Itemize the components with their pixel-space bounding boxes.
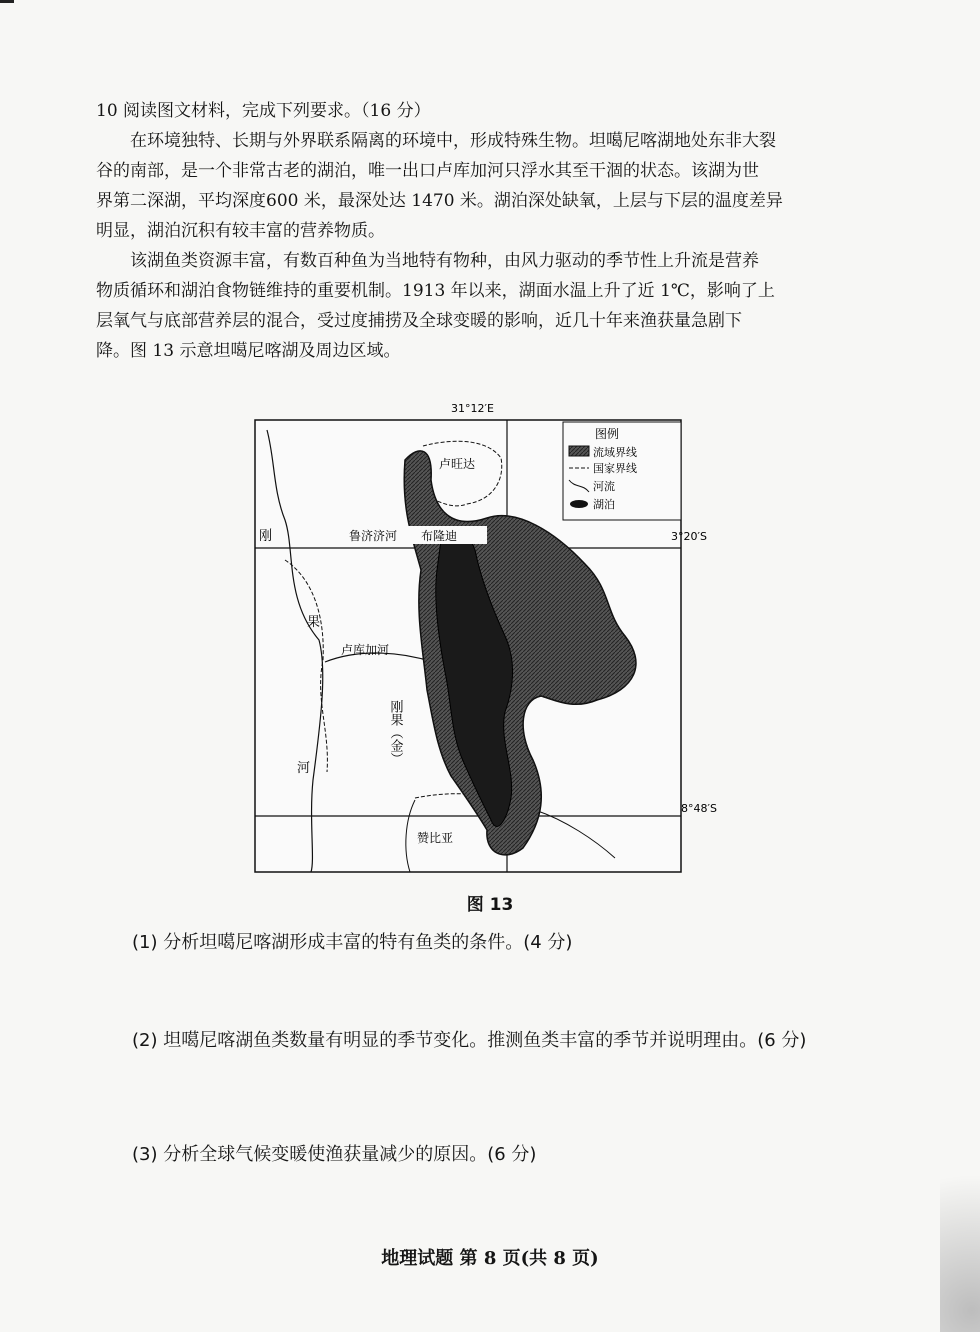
passage-line-1: 在环境独特、长期与外界联系隔离的环境中，形成特殊生物。坦噶尼喀湖地处东非大裂 bbox=[130, 131, 776, 151]
passage-line-4: 明显，湖泊沉积有较丰富的营养物质。 bbox=[96, 221, 385, 241]
question-2: (2) 坦噶尼喀湖鱼类数量有明显的季节变化。推测鱼类丰富的季节并说明理由。(6 分) bbox=[132, 1030, 807, 1051]
passage-line-2: 谷的南部，是一个非常古老的湖泊，唯一出口卢库加河只浮水其至干涸的状态。该湖为世 bbox=[96, 161, 759, 181]
legend-lake: 湖泊 bbox=[593, 498, 615, 511]
question-1: (1) 分析坦噶尼喀湖形成丰富的特有鱼类的条件。(4 分) bbox=[132, 932, 573, 953]
label-lukuga-river: 卢库加河 bbox=[341, 643, 390, 657]
map-legend bbox=[563, 422, 681, 520]
passage-line-5: 该湖鱼类资源丰富，有数百种鱼为当地特有物种，由风力驱动的季节性上升流是营养 bbox=[130, 251, 759, 271]
legend-river: 河流 bbox=[593, 480, 615, 493]
passage-line-3: 界第二深湖，平均深度600 米，最深处达 1470 米。湖泊深处缺氧，上层与下层的温度差异 bbox=[96, 191, 783, 211]
label-burundi: 布隆迪 bbox=[421, 529, 458, 543]
legend-lake-swatch bbox=[570, 500, 588, 508]
question-header: 10 阅读图文材料，完成下列要求。（16 分） bbox=[96, 101, 431, 121]
lake-tanganyika-map bbox=[255, 400, 717, 874]
legend-title: 图例 bbox=[595, 427, 620, 441]
scan-shadow bbox=[940, 1120, 980, 1332]
label-zambia: 赞比亚 bbox=[417, 831, 454, 845]
label-congo-he: 河 bbox=[297, 761, 311, 776]
reading-passage bbox=[96, 96, 876, 366]
scan-mark bbox=[0, 0, 14, 3]
passage-line-8: 降。图 13 示意坦噶尼喀湖及周边区域。 bbox=[96, 341, 401, 361]
label-congo-guo: 果 bbox=[307, 615, 321, 630]
coord-top: 31°12′E bbox=[451, 402, 494, 415]
label-rwanda: 卢旺达 bbox=[439, 457, 476, 471]
page-footer: 地理试题 第 8 页(共 8 页) bbox=[381, 1248, 599, 1269]
figure-caption: 图 13 bbox=[466, 895, 514, 915]
legend-border: 国家界线 bbox=[593, 462, 637, 475]
label-drc: 刚果（金） bbox=[387, 700, 403, 765]
legend-basin-swatch bbox=[569, 446, 589, 456]
label-ruzizi-river: 鲁济济河 bbox=[349, 529, 398, 543]
coord-mid: 3°20′S bbox=[671, 530, 707, 543]
question-3: (3) 分析全球气候变暖使渔获量减少的原因。(6 分) bbox=[132, 1144, 537, 1165]
passage-line-6: 物质循环和湖泊食物链维持的重要机制。1913 年以来，湖面水温上升了近 1℃，影响了上 bbox=[96, 281, 775, 301]
legend-basin: 流域界线 bbox=[593, 446, 637, 459]
passage-line-7: 层氧气与底部营养层的混合，受过度捕捞及全球变暖的影响，近几十年来渔获量急剧下 bbox=[96, 311, 742, 331]
label-congo-gang: 刚 bbox=[259, 529, 273, 544]
coord-bottom: 8°48′S bbox=[681, 802, 717, 815]
